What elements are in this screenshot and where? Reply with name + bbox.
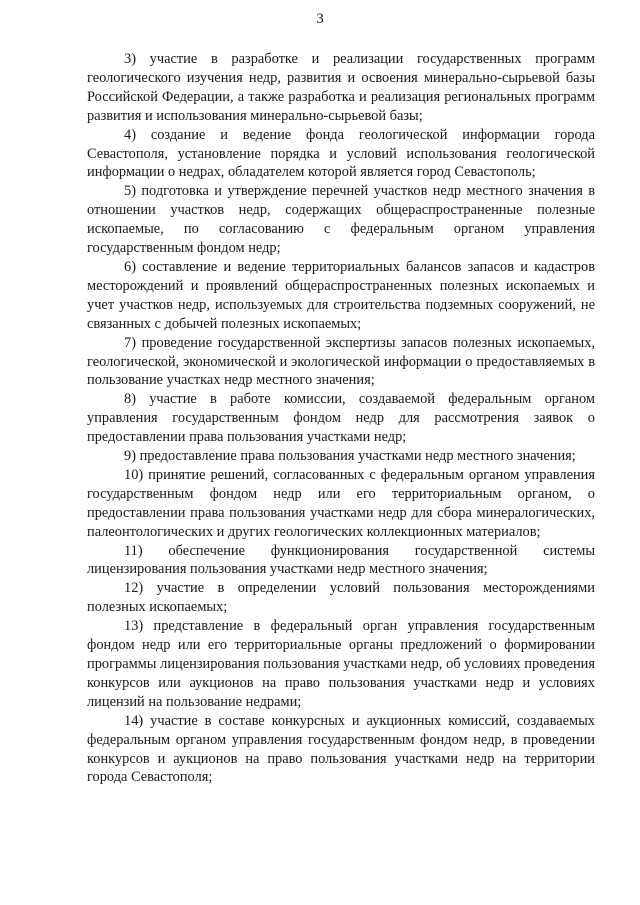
list-item-6: 6) составление и ведение территориальных балансов запасов и кадастров месторождений и проявлений общераспространенных полезных ископаемых и учет участков недр, используемых для строительства подземных сооружений, не связанных с добычей полезных ископаемых; [87,258,595,332]
document-body [87,50,595,787]
list-item-3: 3) участие в разработке и реализации государственных программ геологического изучения недр, развития и освоения минерально-сырьевой базы Российской Федерации, а также разработка и реализация региональных программ развития и использования минерально-сырьевой базы; [87,51,595,124]
list-item-11: 11) обеспечение функционирования государственной системы лицензирования пользования участками недр местного значения; [87,542,595,578]
list-item-13: 13) представление в федеральный орган управления государственным фондом недр или его территориальные органы предложений о формировании программы лицензирования пользования участками недр, об условиях проведения конкурсов или аукционов на право пользования участками недр и условиях лицензий на пользование недрами; [87,618,595,710]
list-item-7: 7) проведение государственной экспертизы запасов полезных ископаемых, геологической, экономической и экологической информации о предоставляемых в пользование участках недр местного значения; [87,334,595,389]
list-item-5: 5) подготовка и утверждение перечней участков недр местного значения в отношении участков недр, содержащих общераспространенные полезные ископаемые, по согласованию с федеральным органом управления государственным фондом недр; [87,183,595,257]
list-item-14: 14) участие в составе конкурсных и аукционных комиссий, создаваемых федеральным органом управления государственным фондом недр, в проведении конкурсов и аукционов на право пользования участками недр на территории города Севастополя; [87,712,595,786]
list-item-8: 8) участие в работе комиссии, создаваемой федеральным органом управления государственным фондом недр для рассмотрения заявок о предоставлении права пользования участками недр; [87,391,595,446]
list-item-12: 12) участие в определении условий пользования месторождениями полезных ископаемых; [87,580,595,616]
list-item-9: 9) предоставление права пользования участками недр местного значения; [124,448,576,465]
list-item-4: 4) создание и ведение фонда геологической информации города Севастополя, установление порядка и условий использования геологической информации о недрах, обладателем которой является город Севастополь; [87,126,595,181]
page-number: 3 [316,11,324,27]
list-item-10: 10) принятие решений, согласованных с федеральным органом управления государственным фондом недр или его территориальным органом, о предоставлении права пользования участками недр для сбора минералогических, палеонтологических и других геологических коллекционных материалов; [87,466,595,540]
